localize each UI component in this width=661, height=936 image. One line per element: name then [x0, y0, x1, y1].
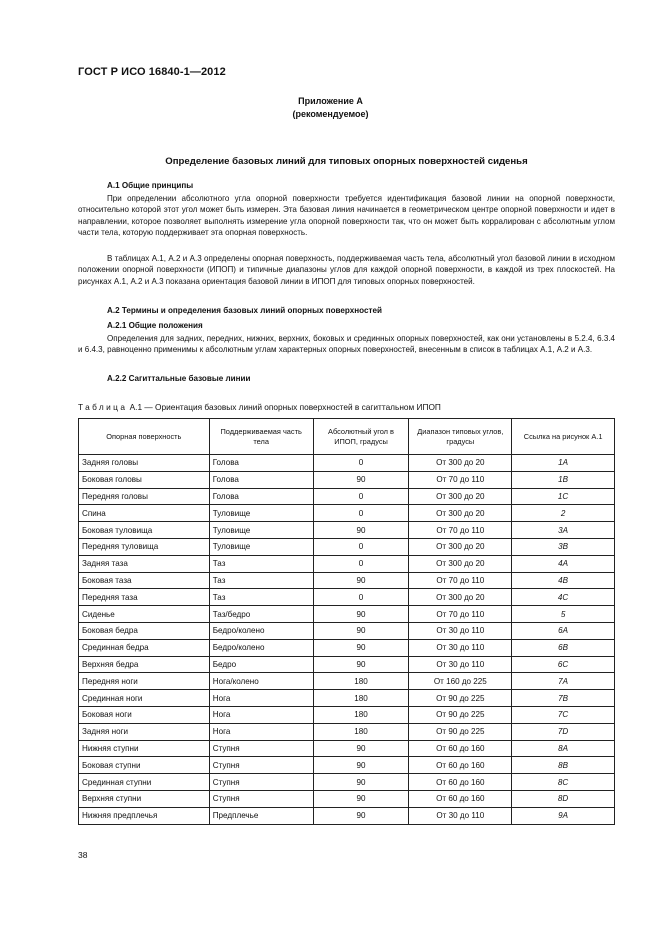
table-row	[79, 723, 615, 740]
cell-figure-ref: 7В	[512, 690, 615, 707]
cell-body-segment: Таз	[209, 572, 313, 589]
cell-body-segment: Ступня	[209, 740, 313, 757]
cell-figure-ref: 3А	[512, 522, 615, 539]
table-row	[79, 656, 615, 673]
section-a2-heading: А.2 Термины и определения базовых линий опорных поверхностей	[107, 306, 382, 315]
cell-absolute-angle: 90	[313, 757, 409, 774]
cell-support-surface: Боковая ноги	[79, 706, 210, 723]
cell-absolute-angle: 0	[313, 555, 409, 572]
cell-absolute-angle: 0	[313, 538, 409, 555]
table-row	[79, 471, 615, 488]
annex-status: (рекомендуемое)	[292, 109, 369, 119]
table-row	[79, 757, 615, 774]
cell-absolute-angle: 0	[313, 589, 409, 606]
cell-absolute-angle: 180	[313, 690, 409, 707]
cell-body-segment: Туловище	[209, 505, 313, 522]
cell-figure-ref: 9А	[512, 807, 615, 824]
table-row	[79, 522, 615, 539]
cell-absolute-angle: 0	[313, 505, 409, 522]
data-table	[78, 418, 615, 825]
cell-figure-ref: 7D	[512, 723, 615, 740]
cell-support-surface: Боковая ступни	[79, 757, 210, 774]
cell-absolute-angle: 90	[313, 807, 409, 824]
cell-support-surface: Срединная ноги	[79, 690, 210, 707]
cell-typical-range: От 300 до 20	[409, 488, 512, 505]
table-row	[79, 774, 615, 791]
cell-support-surface: Передняя головы	[79, 488, 210, 505]
table-row	[79, 538, 615, 555]
cell-body-segment: Таз/бедро	[209, 606, 313, 623]
cell-absolute-angle: 90	[313, 740, 409, 757]
cell-absolute-angle: 90	[313, 639, 409, 656]
cell-absolute-angle: 0	[313, 488, 409, 505]
document-header: ГОСТ Р ИСО 16840-1—2012	[78, 66, 226, 78]
cell-absolute-angle: 90	[313, 471, 409, 488]
cell-figure-ref: 3В	[512, 538, 615, 555]
annex-title: Приложение А	[298, 96, 363, 106]
column-header-figure-ref: Ссылка на рисунок А.1	[512, 419, 615, 455]
cell-typical-range: От 60 до 160	[409, 790, 512, 807]
cell-body-segment: Бедро	[209, 656, 313, 673]
cell-support-surface: Задняя ноги	[79, 723, 210, 740]
cell-absolute-angle: 180	[313, 673, 409, 690]
cell-typical-range: От 60 до 160	[409, 774, 512, 791]
cell-support-surface: Боковая таза	[79, 572, 210, 589]
cell-absolute-angle: 90	[313, 790, 409, 807]
cell-figure-ref: 6В	[512, 639, 615, 656]
cell-figure-ref: 4А	[512, 555, 615, 572]
table-row	[79, 690, 615, 707]
cell-figure-ref: 8В	[512, 757, 615, 774]
cell-figure-ref: 8D	[512, 790, 615, 807]
cell-support-surface: Передняя туловища	[79, 538, 210, 555]
table-row	[79, 488, 615, 505]
cell-absolute-angle: 90	[313, 522, 409, 539]
section-a1-paragraph-2: В таблицах А.1, А.2 и А.3 определены опорная поверхность, поддерживаемая часть тела, абсолютный угол базовой линии в исходном положении опорной поверхности (ИПОП) и типичные диапазоны углов для каждой опорной поверхности, в каждой из трех плоскостей. На рисунках А.1, А.2 и А.3 показана ориентация базовой линии в ИПОП для типовых опорных поверхностей.	[78, 254, 615, 286]
table-row	[79, 673, 615, 690]
column-header-body-segment: Поддерживаемая часть тела	[209, 419, 313, 455]
cell-support-surface: Боковая бедра	[79, 622, 210, 639]
cell-figure-ref: 1В	[512, 471, 615, 488]
section-a21-heading: А.2.1 Общие положения	[107, 321, 203, 330]
table-row	[79, 572, 615, 589]
cell-typical-range: От 30 до 110	[409, 807, 512, 824]
cell-typical-range: От 70 до 110	[409, 606, 512, 623]
cell-body-segment: Туловище	[209, 522, 313, 539]
cell-body-segment: Бедро/колено	[209, 639, 313, 656]
cell-body-segment: Нога	[209, 690, 313, 707]
cell-absolute-angle: 90	[313, 622, 409, 639]
cell-absolute-angle: 90	[313, 656, 409, 673]
cell-body-segment: Таз	[209, 555, 313, 572]
cell-typical-range: От 90 до 225	[409, 723, 512, 740]
cell-typical-range: От 60 до 160	[409, 757, 512, 774]
cell-support-surface: Нижняя ступни	[79, 740, 210, 757]
cell-typical-range: От 70 до 110	[409, 522, 512, 539]
table-caption-text: А.1 — Ориентация базовых линий опорных поверхностей в сагиттальном ИПОП	[127, 402, 441, 412]
section-a21-paragraph: Определения для задних, передних, нижних, верхних, боковых и срединных опорных поверхностей, как они установлены в 5.2.4, 6.3.4 и 6.4.3, равноценно применимы к абсолютным углам характерных опорных поверхностей, внесенным в список в таблицах А.1, А.2 и А.3.	[78, 334, 615, 355]
cell-figure-ref: 8А	[512, 740, 615, 757]
cell-support-surface: Передняя ноги	[79, 673, 210, 690]
cell-absolute-angle: 90	[313, 572, 409, 589]
cell-figure-ref: 7А	[512, 673, 615, 690]
cell-support-surface: Срединная ступни	[79, 774, 210, 791]
cell-typical-range: От 160 до 225	[409, 673, 512, 690]
cell-body-segment: Голова	[209, 455, 313, 472]
cell-support-surface: Боковая туловища	[79, 522, 210, 539]
cell-support-surface: Спина	[79, 505, 210, 522]
cell-absolute-angle: 180	[313, 706, 409, 723]
table-row	[79, 790, 615, 807]
cell-body-segment: Нога	[209, 723, 313, 740]
cell-body-segment: Голова	[209, 488, 313, 505]
cell-typical-range: От 300 до 20	[409, 455, 512, 472]
cell-typical-range: От 30 до 110	[409, 656, 512, 673]
cell-figure-ref: 1А	[512, 455, 615, 472]
cell-figure-ref: 4С	[512, 589, 615, 606]
cell-typical-range: От 300 до 20	[409, 555, 512, 572]
cell-figure-ref: 1С	[512, 488, 615, 505]
table-row	[79, 807, 615, 824]
table-caption-prefix: Таблица	[78, 402, 128, 412]
cell-support-surface: Верхняя ступни	[79, 790, 210, 807]
section-a1-heading: А.1 Общие принципы	[107, 181, 194, 190]
cell-typical-range: От 90 до 225	[409, 706, 512, 723]
cell-absolute-angle: 0	[313, 455, 409, 472]
cell-typical-range: От 70 до 110	[409, 471, 512, 488]
cell-body-segment: Таз	[209, 589, 313, 606]
cell-body-segment: Нога/колено	[209, 673, 313, 690]
cell-support-surface: Задняя таза	[79, 555, 210, 572]
cell-typical-range: От 30 до 110	[409, 639, 512, 656]
cell-typical-range: От 300 до 20	[409, 538, 512, 555]
table-row	[79, 555, 615, 572]
cell-typical-range: От 90 до 225	[409, 690, 512, 707]
cell-body-segment: Нога	[209, 706, 313, 723]
cell-typical-range: От 300 до 20	[409, 505, 512, 522]
table-row	[79, 740, 615, 757]
cell-body-segment: Ступня	[209, 757, 313, 774]
cell-support-surface: Верхняя бедра	[79, 656, 210, 673]
cell-support-surface: Передняя таза	[79, 589, 210, 606]
cell-support-surface: Сиденье	[79, 606, 210, 623]
table-row	[79, 706, 615, 723]
table-row	[79, 606, 615, 623]
cell-body-segment: Голова	[209, 471, 313, 488]
cell-body-segment: Ступня	[209, 774, 313, 791]
table-row	[79, 639, 615, 656]
cell-figure-ref: 2	[512, 505, 615, 522]
cell-figure-ref: 8С	[512, 774, 615, 791]
cell-support-surface: Задняя головы	[79, 455, 210, 472]
table-row	[79, 505, 615, 522]
page-number: 38	[78, 850, 88, 860]
column-header-absolute-angle: Абсолютный угол в ИПОП, градусы	[313, 419, 409, 455]
table-body	[79, 455, 615, 825]
cell-absolute-angle: 90	[313, 606, 409, 623]
section-a22-heading: А.2.2 Сагиттальные базовые линии	[107, 374, 251, 383]
table-row	[79, 622, 615, 639]
cell-support-surface: Срединная бедра	[79, 639, 210, 656]
cell-absolute-angle: 180	[313, 723, 409, 740]
cell-body-segment: Предплечье	[209, 807, 313, 824]
cell-typical-range: От 300 до 20	[409, 589, 512, 606]
cell-figure-ref: 5	[512, 606, 615, 623]
table-caption	[78, 402, 441, 412]
section-a1-paragraph-1: При определении абсолютного угла опорной поверхности требуется идентификация базовой линии на опорной поверхности, относительно которой этот угол может быть измерен. Эта базовая линия начинается в геометрическом центре опорной поверхности и идет в направлении, которое позволяет выполнять измерение угла опорной поверхности так, что он может быть корралирован с абсолютным углом части тела, которую поддерживает эта опорная поверхность.	[78, 194, 615, 238]
cell-body-segment: Бедро/колено	[209, 622, 313, 639]
table-row	[79, 455, 615, 472]
cell-figure-ref: 4В	[512, 572, 615, 589]
cell-figure-ref: 6С	[512, 656, 615, 673]
table-row	[79, 589, 615, 606]
cell-typical-range: От 30 до 110	[409, 622, 512, 639]
cell-body-segment: Туловище	[209, 538, 313, 555]
cell-typical-range: От 70 до 110	[409, 572, 512, 589]
column-header-typical-range: Диапазон типовых углов, градусы	[409, 419, 512, 455]
table-header-row	[79, 419, 615, 455]
cell-typical-range: От 60 до 160	[409, 740, 512, 757]
main-title: Определение базовых линий для типовых опорных поверхностей сиденья	[165, 156, 528, 167]
column-header-support-surface: Опорная поверхность	[79, 419, 210, 455]
cell-support-surface: Нижняя предплечья	[79, 807, 210, 824]
cell-support-surface: Боковая головы	[79, 471, 210, 488]
cell-absolute-angle: 90	[313, 774, 409, 791]
cell-body-segment: Ступня	[209, 790, 313, 807]
cell-figure-ref: 6А	[512, 622, 615, 639]
cell-figure-ref: 7С	[512, 706, 615, 723]
